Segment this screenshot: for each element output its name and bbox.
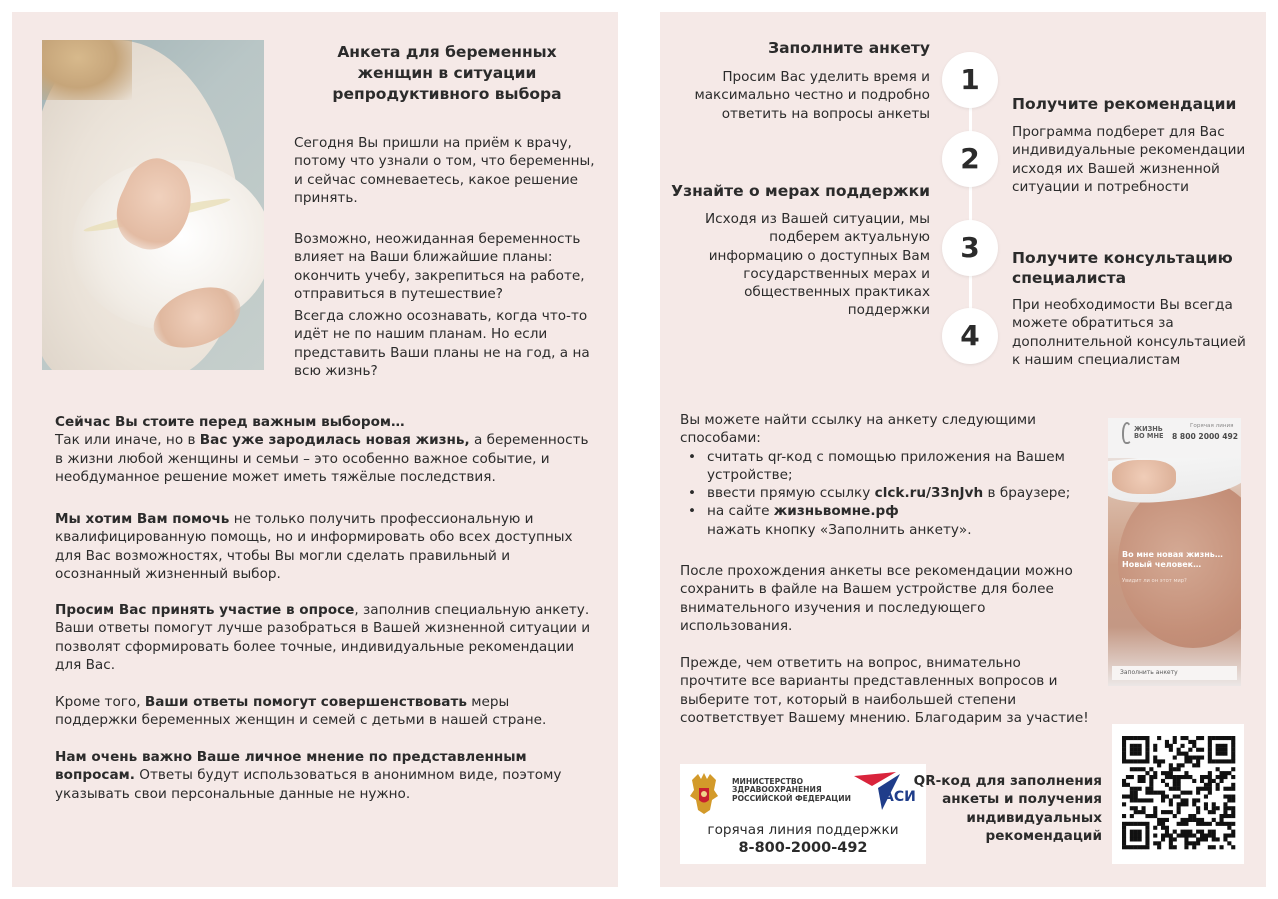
section-heading: Сейчас Вы стоите перед важным выбором… — [55, 414, 405, 430]
intro-paragraph-1: Сегодня Вы пришли на приём к врачу, потому что узнали о том, что беременны, и сейчас сомневаетесь, какое решение принять. — [294, 135, 595, 206]
step-text: Программа подберет для Вас индивидуальные рекомендации исходя их Вашей жизненной ситуации и потребности — [1012, 124, 1246, 195]
section-text: Так или иначе, но в Вас уже зародилась новая жизнь, а беременность в жизни любой женщины и семьи – это особенно важное событие, и необдуманное решение может иметь тяжёлые последствия. — [55, 432, 589, 485]
section-survey: Просим Вас принять участие в опросе, заполнив специальную анкету. Ваши ответы помогут лучше разобраться в Вашей жизненной ситуации и позволят сформировать более точные, индивидуальные рекомендации для Вас. — [55, 602, 591, 673]
step-title: Узнайте о мерах поддержки — [671, 182, 930, 200]
app-slogan: Во мне новая жизнь… Новый человек… — [1122, 550, 1223, 569]
ways-block — [680, 411, 1090, 539]
app-question: Увидит ли он этот мир? — [1122, 578, 1187, 584]
step-text: При необходимости Вы всегда можете обратиться за дополнительной консультацией к нашим специалистам — [1012, 297, 1246, 368]
app-logo-text: ЖИЗНЬ ВО МНЕ — [1134, 425, 1164, 440]
step-text: Просим Вас уделить время и максимально честно и подробно ответить на вопросы анкеты — [694, 69, 930, 122]
app-screenshot — [1108, 418, 1241, 686]
ways-intro: Вы можете найти ссылку на анкету следующими способами: — [680, 412, 1036, 447]
app-hotline-label: Горячая линия — [1190, 423, 1234, 429]
short-link[interactable]: clck.ru/33nJvh — [874, 485, 984, 502]
section-help: Мы хотим Вам помочь не только получить профессиональную и квалифицированную помощь, но и информировать обо всех доступных для Вас возможностях, чтобы Вы могли сделать правильный и осознанный жизненный выбор. — [55, 511, 573, 582]
step-number-3: 3 — [942, 220, 998, 276]
step-3 — [668, 181, 930, 320]
qr-code[interactable] — [1112, 724, 1244, 864]
qr-code-icon — [1112, 724, 1244, 864]
section-anonymous: Нам очень важно Ваше личное мнение по представленным вопросам. Ответы будут использоваться в анонимном виде, поэтому указывать свои персональные данные не нужно. — [55, 749, 562, 802]
after-survey-text: После прохождения анкеты все рекомендации можно сохранить в файле на Вашем устройстве для более внимательного изучения и последующего использования. — [680, 563, 1073, 634]
step-title: Заполните анкету — [768, 39, 930, 57]
app-hotline-number: 8 800 2000 492 — [1172, 432, 1239, 441]
step-number-4: 4 — [942, 308, 998, 364]
step-number-1: 1 — [942, 52, 998, 108]
step-title: Получите рекомендации — [1012, 95, 1237, 113]
zhizn-vo-mne-logo-icon — [1122, 422, 1132, 444]
way-item-site: • на сайте жизньвомне.рф нажать кнопку «Заполнить анкету». — [688, 503, 972, 538]
way-item-qr: • считать qr-код с помощью приложения на Вашем устройстве; — [688, 448, 1065, 483]
intro-paragraph-3: Всегда сложно осознавать, когда что-то идёт не по нашим планам. Но если представить Ваши планы не на год, а на всю жизнь? — [294, 308, 590, 379]
site-link[interactable]: жизньвомне.рф — [773, 503, 899, 520]
asi-logo-text: АСИ — [883, 789, 916, 805]
step-2 — [1012, 94, 1258, 196]
step-title: Получите консультацию специалиста — [1012, 249, 1233, 287]
page-title: Анкета для беременных женщин в ситуации репродуктивного выбора — [332, 43, 562, 103]
section-improve: Кроме того, Ваши ответы помогут совершенствовать меры поддержки беременных женщин и семей с детьми в нашей стране. — [55, 694, 547, 729]
way-item-link: • ввести прямую ссылку clck.ru/33nJvh в браузере; — [688, 485, 1071, 502]
step-text: Исходя из Вашей ситуации, мы подберем актуальную информацию о доступных Вам государственных мерах и общественных практиках поддержки — [704, 211, 930, 319]
section-important-choice — [55, 413, 595, 486]
intro-paragraph-2: Возможно, неожиданная беременность влияет на Ваши ближайшие планы: окончить учебу, закрепиться на работе, отправиться в путешествие? — [294, 231, 585, 302]
support-hotline-number: 8-800-2000-492 — [738, 840, 868, 856]
fill-survey-button[interactable]: Заполнить анкету — [1112, 666, 1237, 680]
pregnant-woman-photo — [42, 40, 264, 370]
qr-caption: QR-код для заполнения анкеты и получения индивидуальных рекомендаций — [913, 773, 1102, 844]
app-header — [1108, 418, 1241, 458]
support-hotline-label: горячая линия поддержки — [707, 822, 899, 838]
left-page — [12, 12, 618, 887]
step-4 — [1012, 248, 1258, 369]
coat-of-arms-icon — [686, 770, 722, 816]
step-1 — [670, 38, 930, 123]
before-answer-text: Прежде, чем ответить на вопрос, внимательно прочтите все варианты представленных вопросов и выберите тот, который в наибольшей степени соответствует Вашему мнению. Благодарим за участие! — [680, 655, 1089, 726]
ways-list — [680, 448, 1090, 539]
right-page — [660, 12, 1266, 887]
ministry-name: МИНИСТЕРСТВО ЗДРАВООХРАНЕНИЯ РОССИЙСКОЙ ФЕДЕРАЦИИ — [732, 777, 851, 803]
ministry-block — [680, 764, 926, 864]
step-number-2: 2 — [942, 131, 998, 187]
